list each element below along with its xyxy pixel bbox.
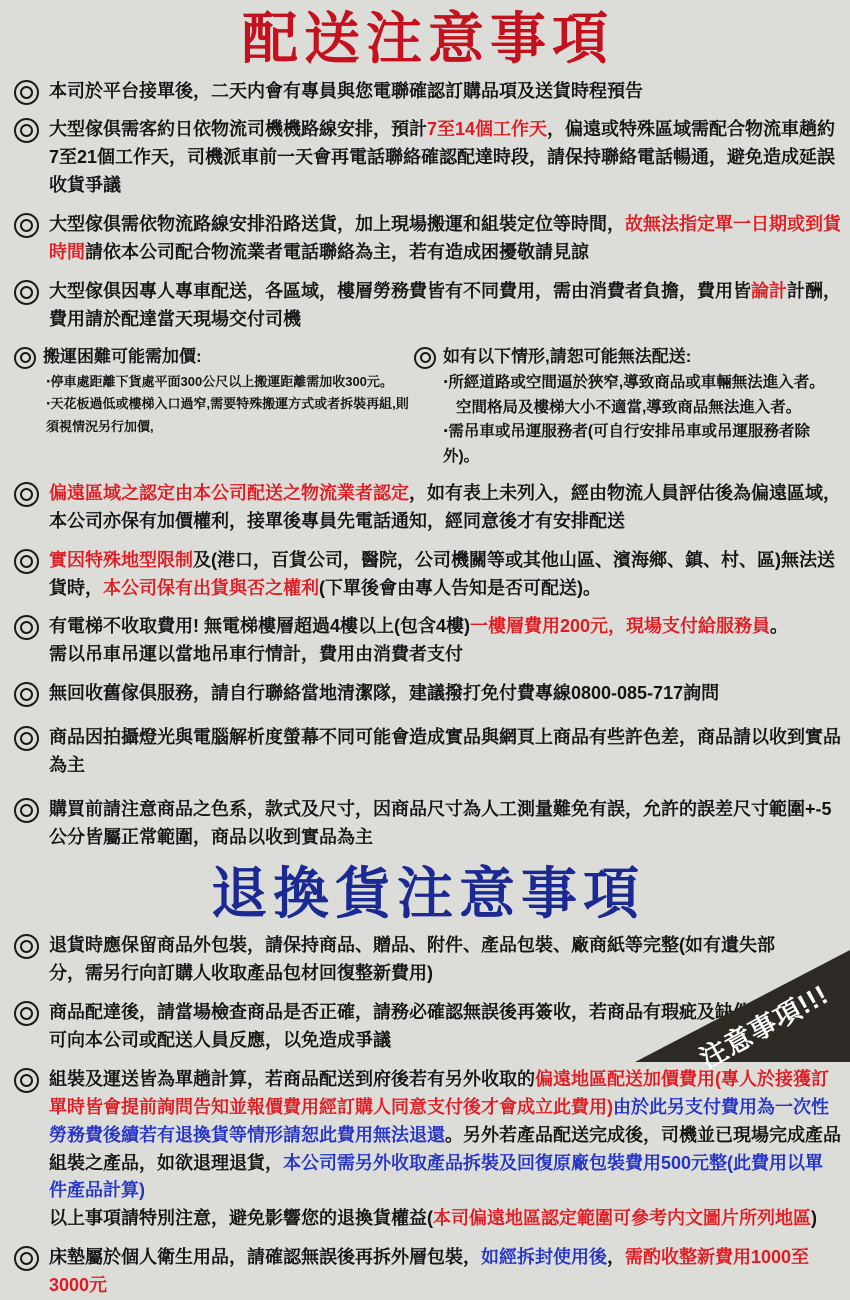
text-segment: 本公司需另外收取產品拆裝及回復原廠包裝費用500元整(此費用以單件產品計算) [49, 1152, 824, 1201]
text-segment: 購買前請注意商品之色系，款式及尺寸，因商品尺寸為人工測量難免有誤，允許的誤差尺寸範圍+-5公分皆屬正常範圍，商品以收到實品為主 [49, 798, 832, 847]
delivery-item-10 [12, 796, 844, 852]
double-circle-icon [14, 1001, 39, 1026]
text-segment: 無回收舊傢俱服務，請自行聯絡當地清潔隊，建議撥打免付費專線0800-085-717詢問 [49, 683, 720, 704]
notice-text [49, 78, 643, 106]
surcharge-sub-1: ‧停車處距離下貨處平面300公尺以上搬運距離需加收300元。 [46, 373, 393, 389]
text-segment: 。 [770, 616, 789, 637]
text-segment: 7至14個工作天 [427, 119, 548, 140]
text-segment: 本司偏遠地區認定範圍可參考内文圖片所列地區 [433, 1208, 811, 1229]
notice-text [49, 278, 841, 334]
surcharge-column [12, 345, 412, 470]
delivery-item-1 [12, 78, 844, 106]
text-segment: (下單後會由專人告知是否可配送)。 [319, 577, 601, 598]
text-segment: 需以吊車吊運以當地吊車行情計，費用由消費者支付 [49, 644, 463, 665]
text-segment: 退貨時應保留商品外包裝，請保持商品、贈品、附件、產品包裝、廠商紙等完整(如有遺失部分，需另行向訂購人收取產品包材回復整新費用) [49, 935, 775, 984]
text-segment: ) [811, 1208, 817, 1229]
delivery-item-3 [12, 211, 844, 267]
text-segment: 以上事項請特別注意，避免影響您的退換貨權益( [49, 1208, 433, 1229]
text-segment: 故無法指定單一日期或到貨時間 [49, 214, 841, 263]
double-circle-icon [14, 1068, 39, 1093]
text-segment: 組裝及運送皆為單趟計算，若商品配送到府後若有另外收取的 [49, 1068, 535, 1089]
notice-text [49, 1244, 841, 1300]
surcharge-and-undeliverable-columns [12, 345, 844, 470]
text-segment: 商品因拍攝燈光與電腦解析度螢幕不同可能會造成實品與網頁上商品有些許色差，商品請以收到實品為主 [49, 727, 841, 776]
double-circle-icon [14, 80, 39, 105]
notice-text [49, 1066, 841, 1233]
double-circle-icon [14, 280, 39, 305]
delivery-item-2 [12, 116, 844, 200]
returns-section-title: 退換貨注意事項 [211, 861, 645, 925]
notice-text [49, 796, 841, 852]
notice-text [49, 613, 788, 669]
text-segment: 床墊屬於個人衛生用品，請確認無誤後再拆外層包裝， [49, 1247, 481, 1268]
undeliverable-heading-row [412, 345, 844, 369]
text-segment: 請依本公司配合物流業者電話聯絡為主，若有造成困擾敬請見諒 [85, 242, 589, 263]
double-circle-icon [14, 347, 36, 369]
returns-item-3 [12, 1066, 844, 1233]
text-segment: 大型傢俱需依物流路線安排沿路送貨，加上現場搬運和組裝定位等時間， [49, 214, 625, 235]
surcharge-sub-2: ‧天花板過低或樓梯入口過窄,需要特殊搬運方式或者拆裝再組,則須視情況另行加價, [46, 396, 409, 435]
double-circle-icon [14, 934, 39, 959]
notice-text [49, 211, 841, 267]
text-segment: 由於此另支付費用為一次性勞務費後續若有退換貨等情形請恕此費用無法退還 [49, 1096, 829, 1145]
double-circle-icon [14, 1246, 39, 1271]
text-segment: 計酬，費用請於配達當天現場交付司機 [49, 280, 841, 329]
notice-text [49, 480, 841, 536]
text-segment: 本公司保有出貨與否之權利 [103, 577, 319, 598]
double-circle-icon [14, 615, 39, 640]
text-segment: 大型傢俱需客約日依物流司機機路線安排，預計 [49, 119, 427, 140]
notice-text [49, 116, 841, 200]
delivery-item-5 [12, 480, 844, 536]
double-circle-icon [14, 213, 39, 238]
notice-text [49, 547, 841, 603]
text-segment: ， [607, 1247, 625, 1268]
text-segment: ，偏遠或特殊區域需配合物流車趟約7至21個工作天，司機派車前一天會再電話聯絡確認配達時段，請保持聯絡電話暢通，避免造成延誤收貨爭議 [49, 119, 836, 196]
undeliverable-sub-2: 空間格局及樓梯大小不適當,導致商品無法進入者。 [456, 398, 802, 416]
delivery-item-9 [12, 724, 844, 780]
notice-text [49, 724, 841, 780]
delivery-item-8 [12, 680, 844, 708]
text-segment: 及(港口，百貨公司，醫院，公司機關等或其他山區、濱海鄉、鎮、村、區)無法送貨時， [49, 549, 835, 598]
text-segment: 如經拆封使用後 [481, 1247, 607, 1268]
undeliverable-column [412, 345, 844, 470]
notice-text [49, 680, 719, 708]
text-segment: ，如有表上未列入，經由物流人員評估後為偏遠區域，本公司亦保有加價權利，接單後專員先電話通知，經同意後才有安排配送 [49, 482, 841, 531]
corner-ribbon-label: 注意事項!!! [694, 979, 834, 1075]
text-segment: 需酌收整新費用1000至3000元 [49, 1247, 810, 1296]
text-segment: 偏遠地區配送加價費用 [535, 1068, 715, 1089]
delivery-item-6 [12, 547, 844, 603]
double-circle-icon [14, 482, 39, 507]
double-circle-icon [14, 682, 39, 707]
text-segment: 。另外若產品配送完成後，司機並已現場完成產品組裝之產品，如欲退理退貨， [49, 1124, 841, 1173]
surcharge-heading-row [12, 345, 412, 369]
text-segment: 大型傢俱因專人專車配送，各區域，樓層勞務費皆有不同費用，需由消費者負擔，費用皆 [49, 280, 751, 301]
double-circle-icon [14, 118, 39, 143]
text-segment: 本司於平台接單後，二天内會有專員與您電聯確認訂購品項及送貨時程預告 [49, 80, 643, 101]
returns-item-4 [12, 1244, 844, 1300]
delivery-item-4 [12, 278, 844, 334]
double-circle-icon [14, 549, 39, 574]
text-segment: 商品配達後，請當場檢查商品是否正確，請務必確認無誤後再簽收，若商品有瑕疵及缺件或任何問題可向本公司或配送人員反應，以免造成爭議 [49, 1002, 841, 1050]
double-circle-icon [14, 726, 39, 751]
text-segment: 一樓層費用200元，現場支付給服務員 [470, 616, 771, 637]
double-circle-icon [14, 798, 39, 823]
text-segment: 論計 [751, 280, 787, 301]
undeliverable-sub-3: ‧需吊車或吊運服務者(可自行安排吊車或吊運服務者除外)。 [443, 423, 811, 466]
surcharge-heading: 搬運困難可能需加價: [43, 346, 202, 366]
text-segment: 偏遠區域之認定由本公司配送之物流業者認定 [49, 482, 409, 503]
text-segment: (專人於接獲訂單時皆會提前詢問告知並報價費用經訂購人同意支付後才會成立此費用) [49, 1068, 829, 1117]
delivery-item-7 [12, 613, 844, 669]
undeliverable-heading: 如有以下情形,請恕可能無法配送: [443, 346, 692, 366]
undeliverable-sub-1: ‧所經道路或空間逼於狹窄,導致商品或車輛無法進入者。 [443, 373, 825, 391]
text-segment: 實因特殊地型限制 [49, 549, 193, 570]
double-circle-icon [414, 347, 436, 369]
delivery-section-title: 配送注意事項 [242, 7, 614, 70]
text-segment: 有電梯不收取費用! 無電梯樓層超過4樓以上(包含4樓) [49, 616, 471, 637]
